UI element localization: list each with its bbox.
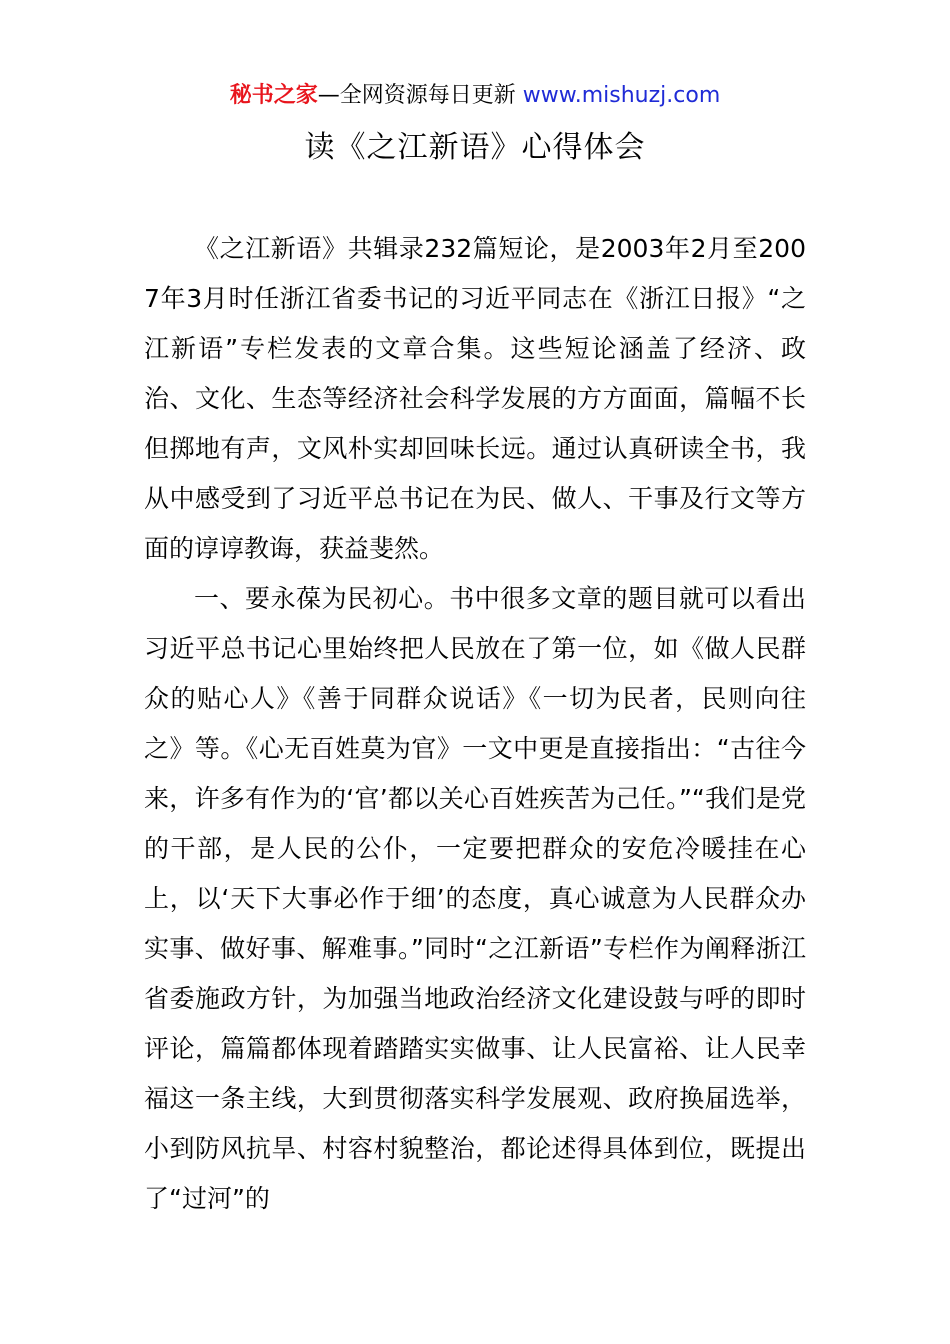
site-header	[0, 80, 950, 112]
header-tagline: —全网资源每日更新	[317, 83, 516, 108]
document-title: 读《之江新语》心得体会	[304, 130, 646, 165]
document-body	[144, 224, 806, 1224]
body-paragraph-2: 一、要永葆为民初心。书中很多文章的题目就可以看出习近平总书记心里始终把人民放在了第一位，如《做人民群众的贴心人》《善于同群众说话》《一切为民者，民则向往之》等。《心无百姓莫为官》一文中更是直接指出：“古往今来，许多有作为的‘官’都以关心百姓疾苦为己任。”“我们是党的干部，是人民的公仆，一定要把群众的安危冷暖挂在心上，以‘天下大事必作于细’的态度，真心诚意为人民群众办实事、做好事、解难事。”同时“之江新语”专栏作为阐释浙江省委施政方针，为加强当地政治经济文化建设鼓与呼的即时评论，篇篇都体现着踏踏实实做事、让人民富裕、让人民幸福这一条主线，大到贯彻落实科学发展观、政府换届选举，小到防风抗旱、村容村貌整治，都论述得具体到位，既提出了“过河”的	[144, 584, 806, 1213]
body-paragraph-1: 《之江新语》共辑录232篇短论，是2003年2月至2007年3月时任浙江省委书记的习近平同志在《浙江日报》“之江新语”专栏发表的文章合集。这些短论涵盖了经济、政治、文化、生态等经济社会科学发展的方方面面，篇幅不长但掷地有声，文风朴实却回味长远。通过认真研读全书，我从中感受到了习近平总书记在为民、做人、干事及行文等方面的谆谆教诲，获益斐然。	[144, 234, 806, 563]
brand-name: 秘书之家	[229, 83, 318, 108]
site-url-link[interactable]: www.mishuzj.com	[522, 83, 721, 108]
